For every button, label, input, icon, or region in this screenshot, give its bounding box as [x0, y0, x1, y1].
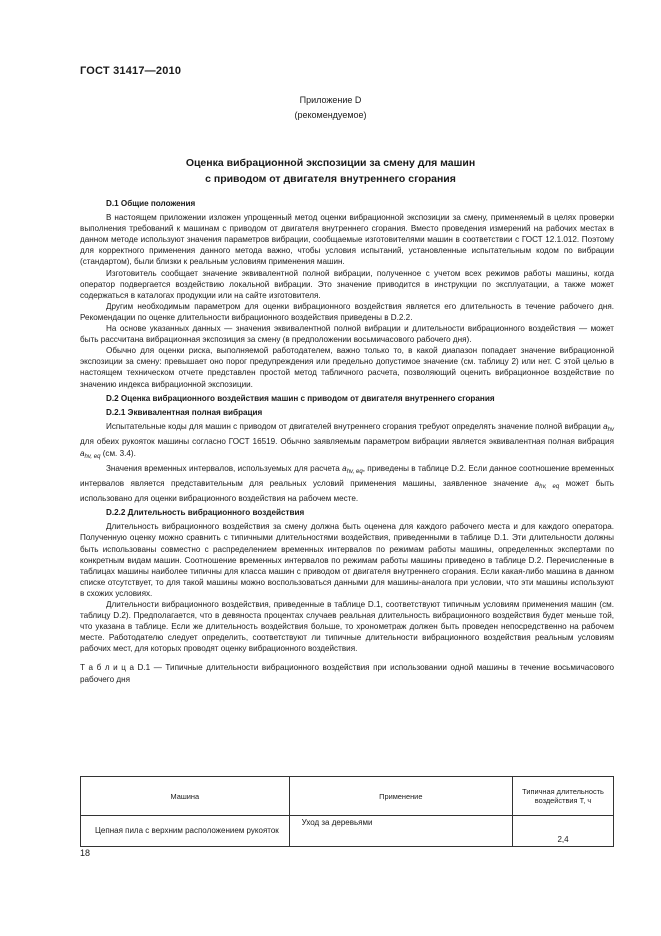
cell-duration: 2,4 [513, 816, 614, 847]
annex-heading-line1: Оценка вибрационной экспозиции за смену для машин [185, 157, 476, 169]
formula-subscript: hv, eq [346, 468, 363, 475]
cell-machine: Цепная пила с верхним расположением рукояток [81, 816, 290, 847]
paragraph: Обычно для оценки риска, выполняемой работодателем, важно только то, в какой диапазон попадает значение вибрационной экспозиции за смену: превышает оно порог предупреждения или предельно допустимое значение (см. таблицу 2) или нет. С этой целью в настоящем техническом отчете представлен простой метод табличного расчета, позволяющий оценить вибрационное воздействие по значению индекса вибрационной экспозиции. [80, 346, 614, 389]
annex-title: Приложение D [299, 95, 362, 105]
paragraph: Длительность вибрационного воздействия за смену должна быть оценена для каждого рабочего места и для каждого оператора. Полученную оценку можно сравнить с типичными длительностями воздействия, приведенными в таблице D.1. Эти длительности должны быть использованы совместно с распределением временных интервалов по режимам работы машины, определенных экспертами по конкретным видам машин. Соотношение временных интервалов по режимам работы машины приведено в таблице D.2. Перечисленные в таблицах машины наиболее типичны для класса машин с приводом от двигателя внутреннего сгорания. Если какая-либо машина в данном списке отсутствует, то для такой машины можно воспользоваться данными для машины-аналога при условии, что эти машины используют в схожих условиях. [80, 522, 614, 598]
section-heading-d22: D.2.2 Длительность вибрационного воздействия [106, 508, 305, 518]
formula-symbol: a [534, 478, 540, 488]
table-caption: Т а б л и ц а D.1 — Типичные длительности вибрационного воздействия при использовании одной машины в течение восьмичасового рабочего дня [80, 663, 614, 684]
annex-status: (рекомендуемое) [294, 110, 367, 120]
annex-label [0, 93, 661, 123]
column-header-duration: Типичная длительность воздействия T, ч [513, 777, 614, 816]
formula-symbol: a [80, 448, 85, 458]
duration-table [80, 776, 614, 847]
document-body [80, 198, 614, 685]
paragraph: Испытательные коды для машин с приводом от двигателей внутреннего сгорания требуют определять значение полной вибрации $a_{hv}$ для обеих рукояток машины согласно ГОСТ 16519. Обычно заявляемым параметром вибрации является эквивалентная полная вибрация $a_{hv, eq}$ (см. 3.4). [80, 422, 614, 460]
annex-heading [0, 155, 661, 187]
column-header-application: Применение [289, 777, 512, 816]
formula-subscript: hv [607, 427, 614, 434]
paragraph: Значения временных интервалов, используемых для расчета $a_{hv, eq}$, приведены в таблице D.2. Если данное соотношение временных интервалов является представительным для реальных условий применения машины, заявленное значение $a_{hv, eq}$ может быть использовано для оценки вибрационного воздействия на рабочем месте. [80, 463, 614, 503]
paragraph: Длительности вибрационного воздействия, приведенные в таблице D.1, соответствуют типичным условиям применения машин (см. таблицу D.2). Предполагается, что в девяноста процентах случаев реальная длительность вибрационного воздействия будет меньше той, что указана в таблице. Если же длительность воздействия больше, то хронометраж должен быть проведен непосредственно на рабочем месте. Работодателю следует определить, соответствуют ли типичные длительности вибрационного воздействия реальным условиям рабочих мест, для которых проводят оценку вибрационного воздействия. [80, 599, 614, 654]
page-number: 18 [80, 848, 91, 858]
formula-symbol: a [603, 422, 608, 432]
section-heading-d1: D.1 Общие положения [106, 199, 196, 208]
paragraph: Изготовитель сообщает значение эквивалентной полной вибрации, полученное с учетом всех режимов работы машины, когда оператор подвергается воздействию локальной вибрации. Это значение приводится в инструкции по эксплуатации, а также может содержаться в каталогах продукции или на сайте изготовителя. [80, 268, 614, 300]
table-row [81, 816, 614, 847]
section-heading-d2: D.2 Оценка вибрационного воздействия машин с приводом от двигателя внутреннего сгорания [106, 393, 495, 403]
annex-heading-line2: с приводом от двигателя внутреннего сгорания [205, 173, 456, 185]
paragraph: На основе указанных данных — значения эквивалентной полной вибрации и длительности вибрационного воздействия — может быть рассчитана вибрационная экспозиция за смену (в предположении восьмичасового рабочего дня). [80, 324, 614, 345]
table-header-row [81, 777, 614, 816]
paragraph: В настоящем приложении изложен упрощенный метод оценки вибрационной экспозиции за смену, применяемый в целях проверки выполнения требований к машинам с приводом от двигателя внутреннего сгорания. Вместо проведения измерений на рабочих местах в данном методе используют значения параметров вибрации, сообщаемые изготовителями машин в соответствии с ГОСТ 12.1.012. Поэтому для корректного применения данного метода важно, чтобы условия испытаний, установленные испытательным кодом по вибрации (стандартом), были близки к реальным условиям применения машин. [80, 213, 614, 267]
formula-subscript: hv, eq [539, 483, 560, 490]
section-heading-d21: D.2.1 Эквивалентная полная вибрация [106, 408, 263, 418]
standard-header: ГОСТ 31417—2010 [80, 65, 182, 77]
column-header-machine: Машина [81, 777, 290, 816]
paragraph: Другим необходимым параметром для оценки вибрационного воздействия является его длительность в течение рабочего дня. Рекомендации по оценке длительности вибрационного воздействия приведены в D.2.2. [80, 301, 614, 322]
formula-symbol: a [342, 463, 347, 473]
cell-application: Уход за деревьями [289, 816, 512, 847]
formula-subscript: hv, eq [84, 453, 101, 460]
